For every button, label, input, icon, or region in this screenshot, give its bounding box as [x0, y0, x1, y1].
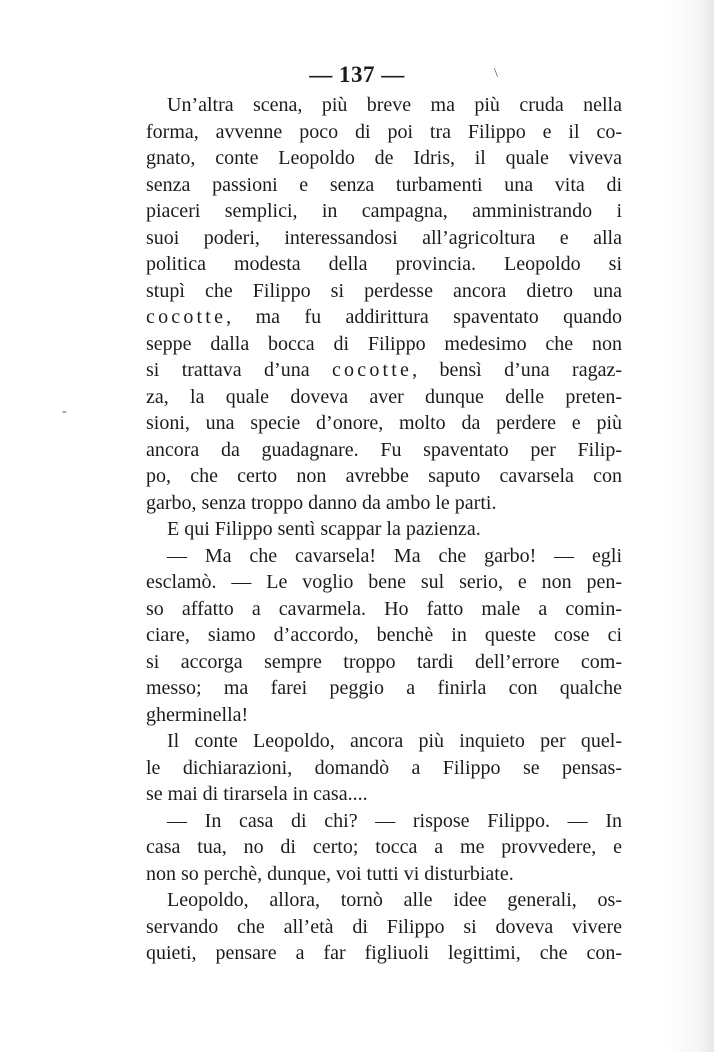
text-line	[146, 225, 622, 252]
text-line	[146, 914, 622, 941]
text-line	[146, 198, 622, 225]
text-line	[146, 278, 622, 305]
text-line-content: garbo, senza troppo danno da ambo le parti.	[146, 491, 497, 514]
text-line-content: servando che all’età di Filippo si doveva vivere	[146, 915, 622, 938]
text-line	[146, 808, 622, 835]
text-line-content: Leopoldo, allora, tornò alle idee generali, os-	[167, 889, 622, 911]
text-line	[146, 331, 622, 358]
text-line	[146, 861, 622, 888]
text-line	[146, 702, 622, 729]
text-line-content: seppe dalla bocca di Filippo medesimo che non	[146, 332, 622, 355]
text-line	[146, 887, 622, 914]
margin-mark-dash: -	[62, 404, 67, 419]
text-line-content: ancora da guadagnare. Fu spaventato per Filip-	[146, 438, 622, 461]
text-line-content: politica modesta della provincia. Leopoldo si	[146, 253, 622, 275]
text-line	[146, 384, 622, 411]
text-line	[146, 728, 622, 755]
text-line	[146, 437, 622, 464]
text-line-content: le dichiarazioni, domandò a Filippo se pensas-	[146, 756, 622, 779]
text-line-content: — Ma che cavarsela! Ma che garbo! — egli	[167, 544, 622, 567]
margin-mark-tick: \	[494, 66, 498, 81]
text-line	[146, 172, 622, 199]
text-line-content: piaceri semplici, in campagna, amministrando i	[146, 200, 622, 222]
text-line-content: , bensì d’una ragaz-	[412, 359, 622, 381]
text-line	[146, 145, 622, 172]
text-line	[146, 357, 622, 384]
text-line	[146, 516, 622, 543]
text-line-content: casa tua, no di certo; tocca a me provvedere, e	[146, 836, 622, 858]
text-line-content: senza passioni e senza turbamenti una vita di	[146, 173, 622, 196]
text-line	[146, 251, 622, 278]
text-line-content: , ma fu addirittura spaventato quando	[226, 306, 622, 328]
text-line-content: suoi poderi, interessandosi all’agricoltura e alla	[146, 226, 622, 249]
text-line	[146, 92, 622, 119]
text-line	[146, 543, 622, 570]
text-line	[146, 490, 622, 517]
text-line-content: ciare, siamo d’accordo, benchè in queste cose ci	[146, 624, 622, 646]
text-line-content: sioni, una specie d’onore, molto da perdere e più	[146, 412, 622, 434]
page-edge-shadow	[666, 0, 714, 1052]
text-line-content: po, che certo non avrebbe saputo cavarsela con	[146, 465, 622, 487]
text-line-content: za, la quale doveva aver dunque delle preten-	[146, 385, 622, 408]
text-line-content: E qui Filippo sentì scappar la pazienza.	[167, 518, 481, 540]
text-line	[146, 596, 622, 623]
text-line-content: stupì che Filippo si perdesse ancora dietro una	[146, 279, 622, 302]
text-line-content: so affatto a cavarmela. Ho fatto male a comin-	[146, 597, 622, 620]
text-line	[146, 119, 622, 146]
text-line-content: messo; ma farei peggio a finirla con qualche	[146, 677, 622, 699]
text-line	[146, 755, 622, 782]
text-line-content: forma, avvenne poco di poi tra Filippo e il co-	[146, 120, 622, 143]
text-line	[146, 940, 622, 967]
body-text	[146, 92, 622, 967]
text-line-content: non so perchè, dunque, voi tutti vi disturbiate.	[146, 862, 514, 885]
text-line	[146, 675, 622, 702]
emphasized-word: cocotte	[331, 359, 413, 381]
text-line	[146, 834, 622, 861]
text-line	[146, 463, 622, 490]
text-line	[146, 569, 622, 596]
text-line-content: gnato, conte Leopoldo de Idris, il quale viveva	[146, 147, 622, 169]
text-line-content: si accorga sempre troppo tardi dell’errore com-	[146, 650, 622, 673]
text-line-content: Un’altra scena, più breve ma più cruda nella	[167, 94, 622, 116]
text-line-content: si trattava d’una	[146, 359, 332, 381]
text-line	[146, 649, 622, 676]
text-line-content: — In casa di chi? — rispose Filippo. — In	[167, 809, 622, 832]
text-line-content: quieti, pensare a far figliuoli legittimi, che con-	[146, 942, 622, 964]
text-line	[146, 781, 622, 808]
text-line-content: gherminella!	[146, 703, 249, 726]
text-line-content: se mai di tirarsela in casa....	[146, 783, 368, 805]
text-line-content: Il conte Leopoldo, ancora più inquieto per quel-	[167, 730, 622, 752]
text-line-content: esclamò. — Le voglio bene sul serio, e non pen-	[146, 571, 622, 593]
page-number: — 137 —	[309, 62, 405, 87]
emphasized-word: cocotte	[146, 306, 227, 328]
text-line	[146, 410, 622, 437]
text-line	[146, 304, 622, 331]
text-line	[146, 622, 622, 649]
